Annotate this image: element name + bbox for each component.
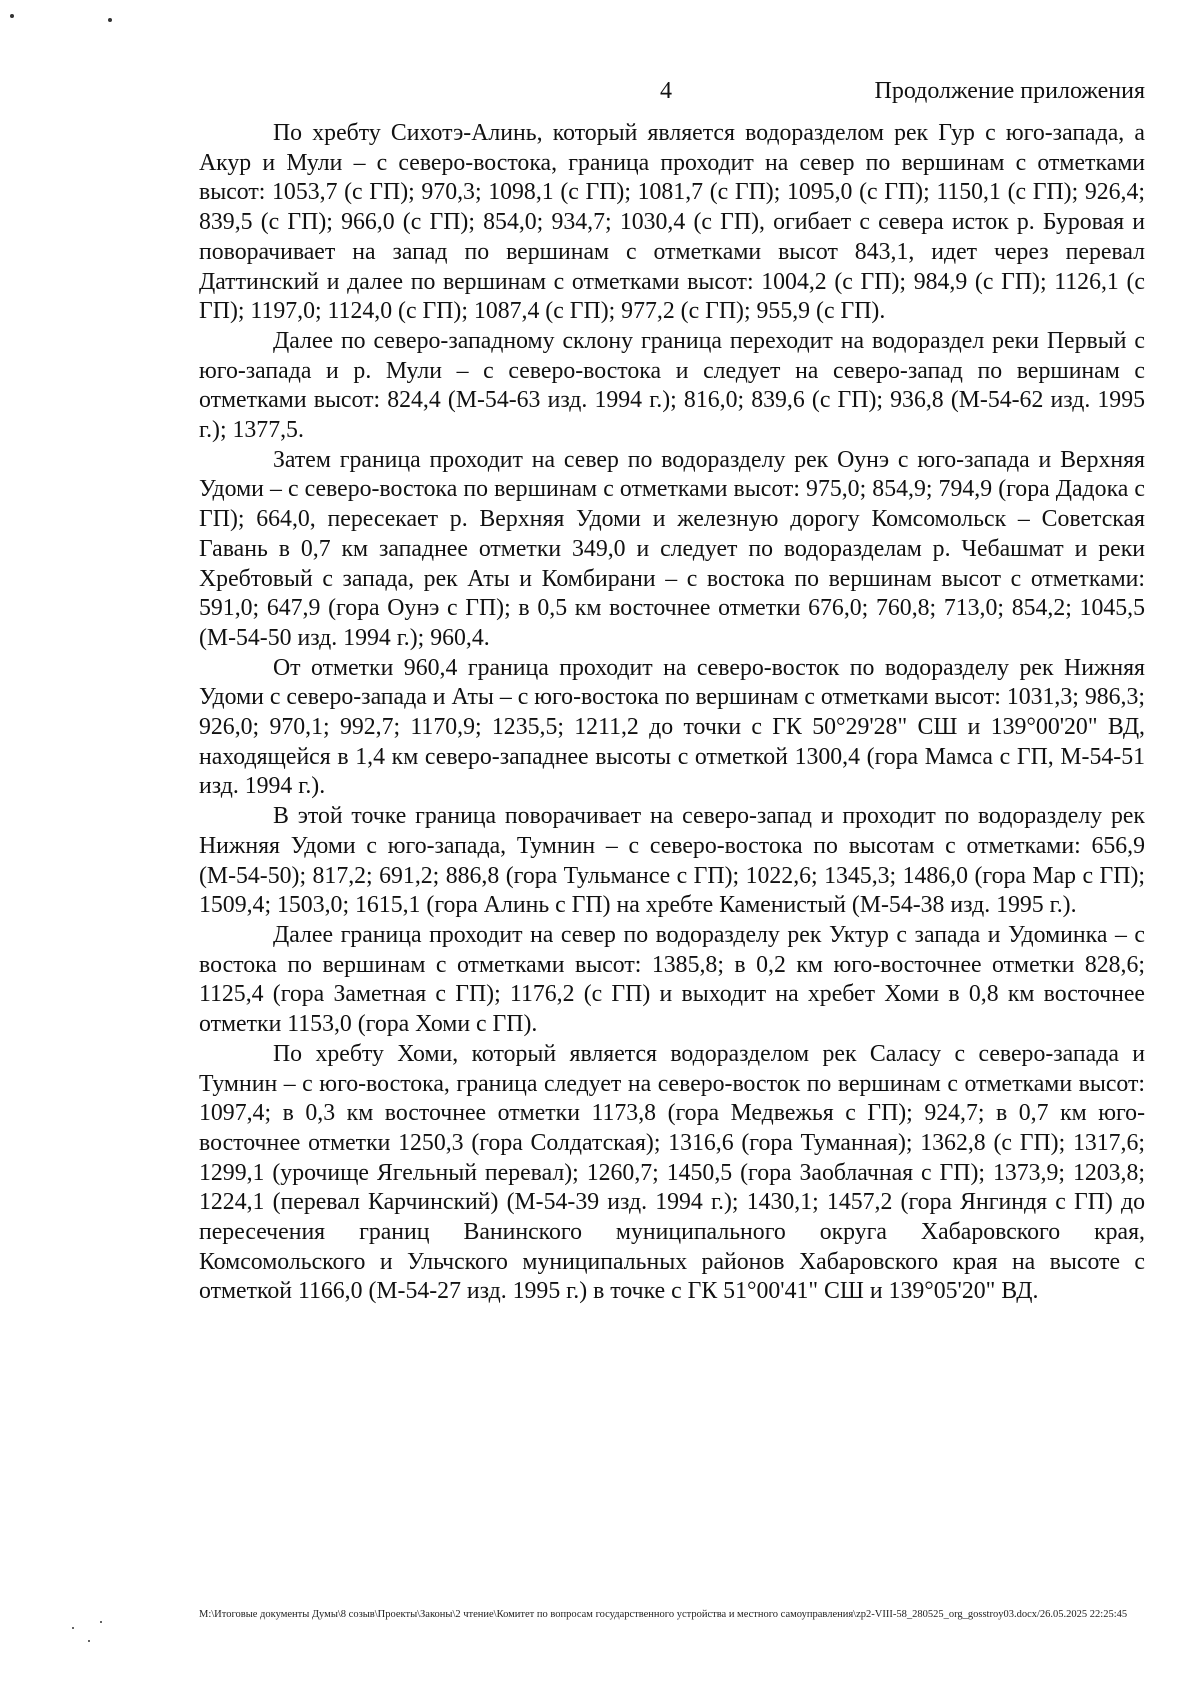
paragraph: В этой точке граница поворачивает на северо-запад и проходит по водоразделу рек Нижняя Удоми с юго-запада, Тумнин – с северо-востока по высотам с отметками: 656,9 (М-54-50); 817,2; 691,2; 886,8 (гора Тульмансе с ГП); 1022,6; 1345,3; 1486,0 (гора Мар с ГП); 1509,4; 1503,0; 1615,1 (гора Алинь с ГП) на хребте Каменистый (М-54-38 изд. 1995 г.). — [199, 803, 1145, 919]
scan-speck — [100, 1621, 102, 1623]
paragraph: Далее граница проходит на север по водоразделу рек Уктур с запада и Удоминка – с востока по вершинам с отметками высот: 1385,8; в 0,2 км юго-восточнее отметки 828,6; 1125,4 (гора Заметная с ГП); 1176,2 (с ГП) и выходит на хребет Хоми в 0,8 км восточнее отметки 1153,0 (гора Хоми с ГП). — [199, 921, 1145, 1038]
paragraph: Затем граница проходит на север по водоразделу рек Оунэ с юго-запада и Верхняя Удоми – с северо-востока по вершинам с отметками высот: 975,0; 854,9; 794,9 (гора Дадока с ГП); 664,0, пересекает р. Верхняя Удоми и железную дорогу Комсомольск – Советская Гавань в 0,7 км западнее отметки 349,0 и следует по водоразделам р. Чебашмат и реки Хребтовый с запада, рек Аты и Комбирани – с востока по вершинам высот с отметками: 591,0; 647,9 (гора Оунэ с ГП); в 0,5 км восточнее отметки 676,0; 760,8; 713,0; 854,2; 1045,5 (М-54-50 изд. 1994 г.); 960,4. — [199, 446, 1145, 651]
scan-speck — [10, 14, 14, 18]
footer-file-path: M:\Итоговые документы Думы\8 созыв\Проекты\Законы\2 чтение\Комитет по вопросам государственного устройства и местного самоуправления\zp2-VIII-58_280525_org_gosstroy03.docx/26.05.2025 22:25:45 — [199, 1609, 1128, 1620]
scan-speck — [108, 18, 112, 22]
page-number: 4 — [660, 78, 672, 104]
continuation-label: Продолжение приложения — [874, 78, 1145, 104]
paragraph: Далее по северо-западному склону граница переходит на водораздел реки Первый с юго-запада и р. Мули – с северо-востока и следует на северо-запад по вершинам с отметками высот: 824,4 (М-54-63 изд. 1994 г.); 816,0; 839,6 (с ГП); 936,8 (М-54-62 изд. 1995 г.); 1377,5. — [199, 327, 1145, 444]
paragraph: По хребту Сихотэ-Алинь, который является водоразделом рек Гур с юго-запада, а Акур и Мули – с северо-востока, граница проходит на север по вершинам с отметками высот: 1053,7 (с ГП); 970,3; 1098,1 (с ГП); 1081,7 (с ГП); 1095,0 (с ГП); 1150,1 (с ГП); 926,4; 839,5 (с ГП); 966,0 (с ГП); 854,0; 934,7; 1030,4 (с ГП), огибает с севера исток р. Буровая и поворачивает на запад по вершинам с отметками высот 843,1, идет через перевал Даттинский и далее по вершинам с отметками высот: 1004,2 (с ГП); 984,9 (с ГП); 1126,1 (с ГП); 1197,0; 1124,0 (с ГП); 1087,4 (с ГП); 977,2 (с ГП); 955,9 (с ГП). — [199, 120, 1145, 325]
document-body — [199, 119, 1145, 1307]
paragraph: От отметки 960,4 граница проходит на северо-восток по водоразделу рек Нижняя Удоми с северо-запада и Аты – с юго-востока по вершинам с отметками высот: 1031,3; 986,3; 926,0; 970,1; 992,7; 1170,9; 1235,5; 1211,2 до точки с ГК 50°29'28" СШ и 139°00'20" ВД, находящейся в 1,4 км северо-западнее высоты с отметкой 1300,4 (гора Мамса с ГП, М-54-51 изд. 1994 г.). — [199, 654, 1145, 800]
scan-speck — [88, 1640, 90, 1642]
scan-speck — [72, 1627, 74, 1629]
paragraph: По хребту Хоми, который является водоразделом рек Саласу с северо-запада и Тумнин – с юго-востока, граница следует на северо-восток по вершинам с отметками высот: 1097,4; в 0,3 км восточнее отметки 1173,8 (гора Медвежья с ГП); 924,7; в 0,7 км юго-восточнее отметки 1250,3 (гора Солдатская); 1316,6 (гора Туманная); 1362,8 (с ГП); 1317,6; 1299,1 (урочище Ягельный перевал); 1260,7; 1450,5 (гора Заоблачная с ГП); 1373,9; 1203,8; 1224,1 (перевал Карчинский) (М-54-39 изд. 1994 г.); 1430,1; 1457,2 (гора Янгиндя с ГП) до пересечения границ Ванинского муниципального округа Хабаровского края, Комсомольского и Ульчского муниципальных районов Хабаровского края на высоте с отметкой 1166,0 (М-54-27 изд. 1995 г.) в точке с ГК 51°00'41" СШ и 139°05'20" ВД. — [199, 1040, 1145, 1305]
